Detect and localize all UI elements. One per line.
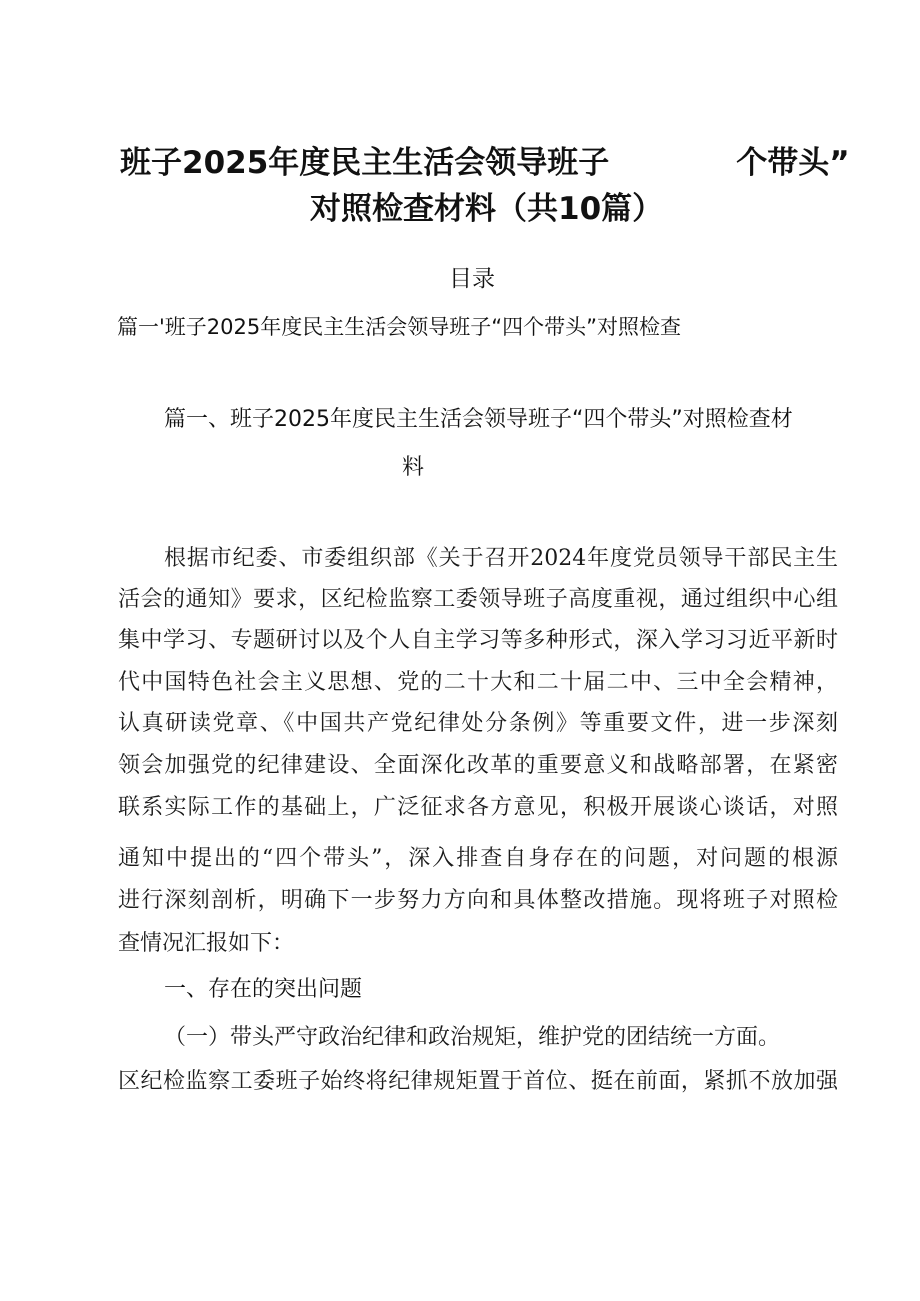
paragraph-line: 认真研读党章、《中国共产党纪律处分条例》等重要文件，进一步深刻	[118, 711, 838, 736]
toc-item: 篇一'班子2025年度民主生活会领导班子“四个带头”对照检查	[117, 315, 681, 339]
document-title-line-1	[120, 137, 850, 182]
section-heading-problems: 一、存在的突出问题	[164, 977, 363, 1002]
section-title-line-2: 料	[402, 455, 425, 480]
paragraph-line: 根据市纪委、市委组织部《关于召开2024年度党员领导干部民主生	[164, 546, 838, 571]
title-line-1-part-1: 班子2025年度民主生活会领导班子	[120, 145, 610, 181]
paragraph-line: 区纪检监察工委班子始终将纪律规矩置于首位、挺在前面，紧抓不放加强	[118, 1069, 838, 1094]
sub-item-heading: （一）带头严守政治纪律和政治规矩，维护党的团结统一方面。	[164, 1025, 781, 1050]
paragraph-line: 联系实际工作的基础上，广泛征求各方意见，积极开展谈心谈话，对照	[118, 795, 838, 820]
paragraph-line: 通知中提出的“四个带头”，深入排查自身存在的问题，对问题的根源	[118, 846, 838, 871]
paragraph-line: 查情况汇报如下：	[118, 931, 295, 956]
paragraph-line: 集中学习、专题研讨以及个人自主学习等多种形式，深入学习习近平新时	[118, 628, 838, 653]
title-line-1-part-2: 个带头”	[736, 145, 850, 181]
paragraph-line: 活会的通知》要求，区纪检监察工委领导班子高度重视，通过组织中心组	[118, 587, 838, 612]
paragraph-line: 代中国特色社会主义思想、党的二十大和二十届二中、三中全会精神，	[118, 670, 838, 695]
toc-heading: 目录	[449, 266, 495, 292]
document-title-line-2: 对照检查材料（共10篇）	[310, 191, 664, 227]
paragraph-line: 领会加强党的纪律建设、全面深化改革的重要意义和战略部署，在紧密	[118, 753, 838, 778]
section-title-line-1: 篇一、班子2025年度民主生活会领导班子“四个带头”对照检查材	[164, 407, 793, 432]
paragraph-line: 进行深刻剖析，明确下一步努力方向和具体整改措施。现将班子对照检	[118, 888, 838, 913]
